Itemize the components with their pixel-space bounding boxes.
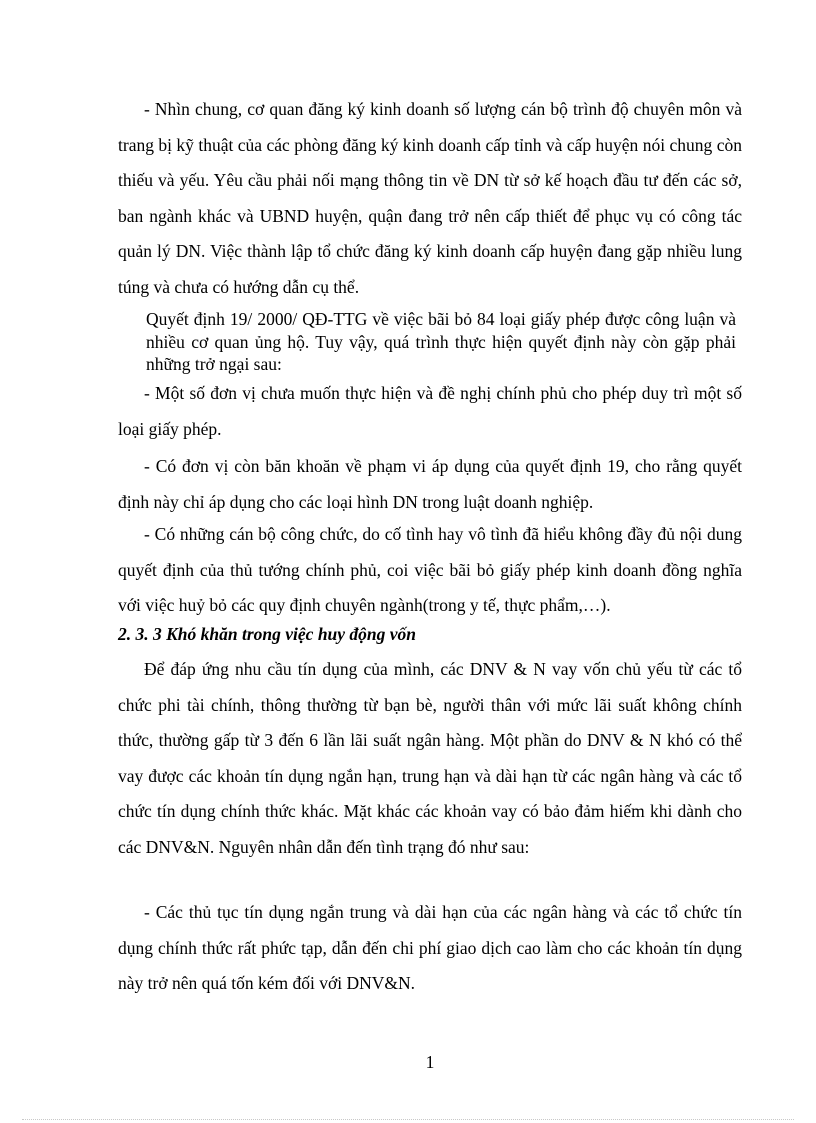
paragraph-obstacle-2: - Có đơn vị còn băn khoăn về phạm vi áp dụng của quyết định 19, cho rằng quyết định này chỉ áp dụng cho các loại hình DN trong luật doanh nghiệp. [118, 456, 742, 512]
paragraph-capital: Để đáp ứng nhu cầu tín dụng của mình, các DNV & N vay vốn chủ yếu từ các tổ chức phi tài chính, thông thường từ bạn bè, người thân với mức lãi suất không chính thức, thường gấp từ 3 đến 6 lần lãi suất ngân hàng. Một phần do DNV & N khó có thể vay được các khoản tín dụng ngắn hạn, trung hạn và dài hạn từ các ngân hàng và các tổ chức tín dụng chính thức khác. Mặt khác các khoản vay có bảo đảm hiếm khi dành cho các DNV&N. Nguyên nhân dẫn đến tình trạng đó như sau: [118, 659, 742, 857]
paragraph-obstacle-3: - Có những cán bộ công chức, do cố tình hay vô tình đã hiểu không đầy đủ nội dung quyết định của thủ tướng chính phủ, coi việc bãi bỏ giấy phép kinh doanh đồng nghĩa với việc huỷ bỏ các quy định chuyên ngành(trong y tế, thực phẩm,…). [118, 524, 742, 615]
page-number: 1 [425, 1052, 435, 1072]
paragraph-credit-procedures: - Các thủ tục tín dụng ngắn trung và dài hạn của các ngân hàng và các tổ chức tín dụng chính thức rất phức tạp, dẫn đến chi phí giao dịch cao làm cho các khoản tín dụng này trở nên quá tốn kém đối với DNV&N. [118, 902, 742, 993]
section-heading: 2. 3. 3 Khó khăn trong việc huy động vốn [118, 624, 417, 644]
paragraph-decision-19-text: Quyết định 19/ 2000/ QĐ-TTG về việc bãi bỏ 84 loại giấy phép được công luận và nhiều cơ quan ủng hộ. Tuy vậy, quá trình thực hiện quyết định này còn gặp phải những trở ngại sau: [146, 309, 736, 374]
paragraph-capacity: - Nhìn chung, cơ quan đăng ký kinh doanh số lượng cán bộ trình độ chuyên môn và trang bị kỹ thuật của các phòng đăng ký kinh doanh cấp tỉnh và cấp huyện nói chung còn thiếu và yếu. Yêu cầu phải nối mạng thông tin về DN từ sở kế hoạch đầu tư đến các sở, ban ngành khác và UBND huyện, quận đang trở nên cấp thiết để phục vụ có công tác quản lý DN. Việc thành lập tổ chức đăng ký kinh doanh cấp huyện đang gặp nhiều lung túng và chưa có hướng dẫn cụ thể. [118, 99, 742, 297]
paragraph-obstacle-1: - Một số đơn vị chưa muốn thực hiện và đề nghị chính phủ cho phép duy trì một số loại giấy phép. [118, 383, 742, 439]
footer-divider [22, 1119, 794, 1120]
paragraph-decision-19 [146, 308, 736, 376]
